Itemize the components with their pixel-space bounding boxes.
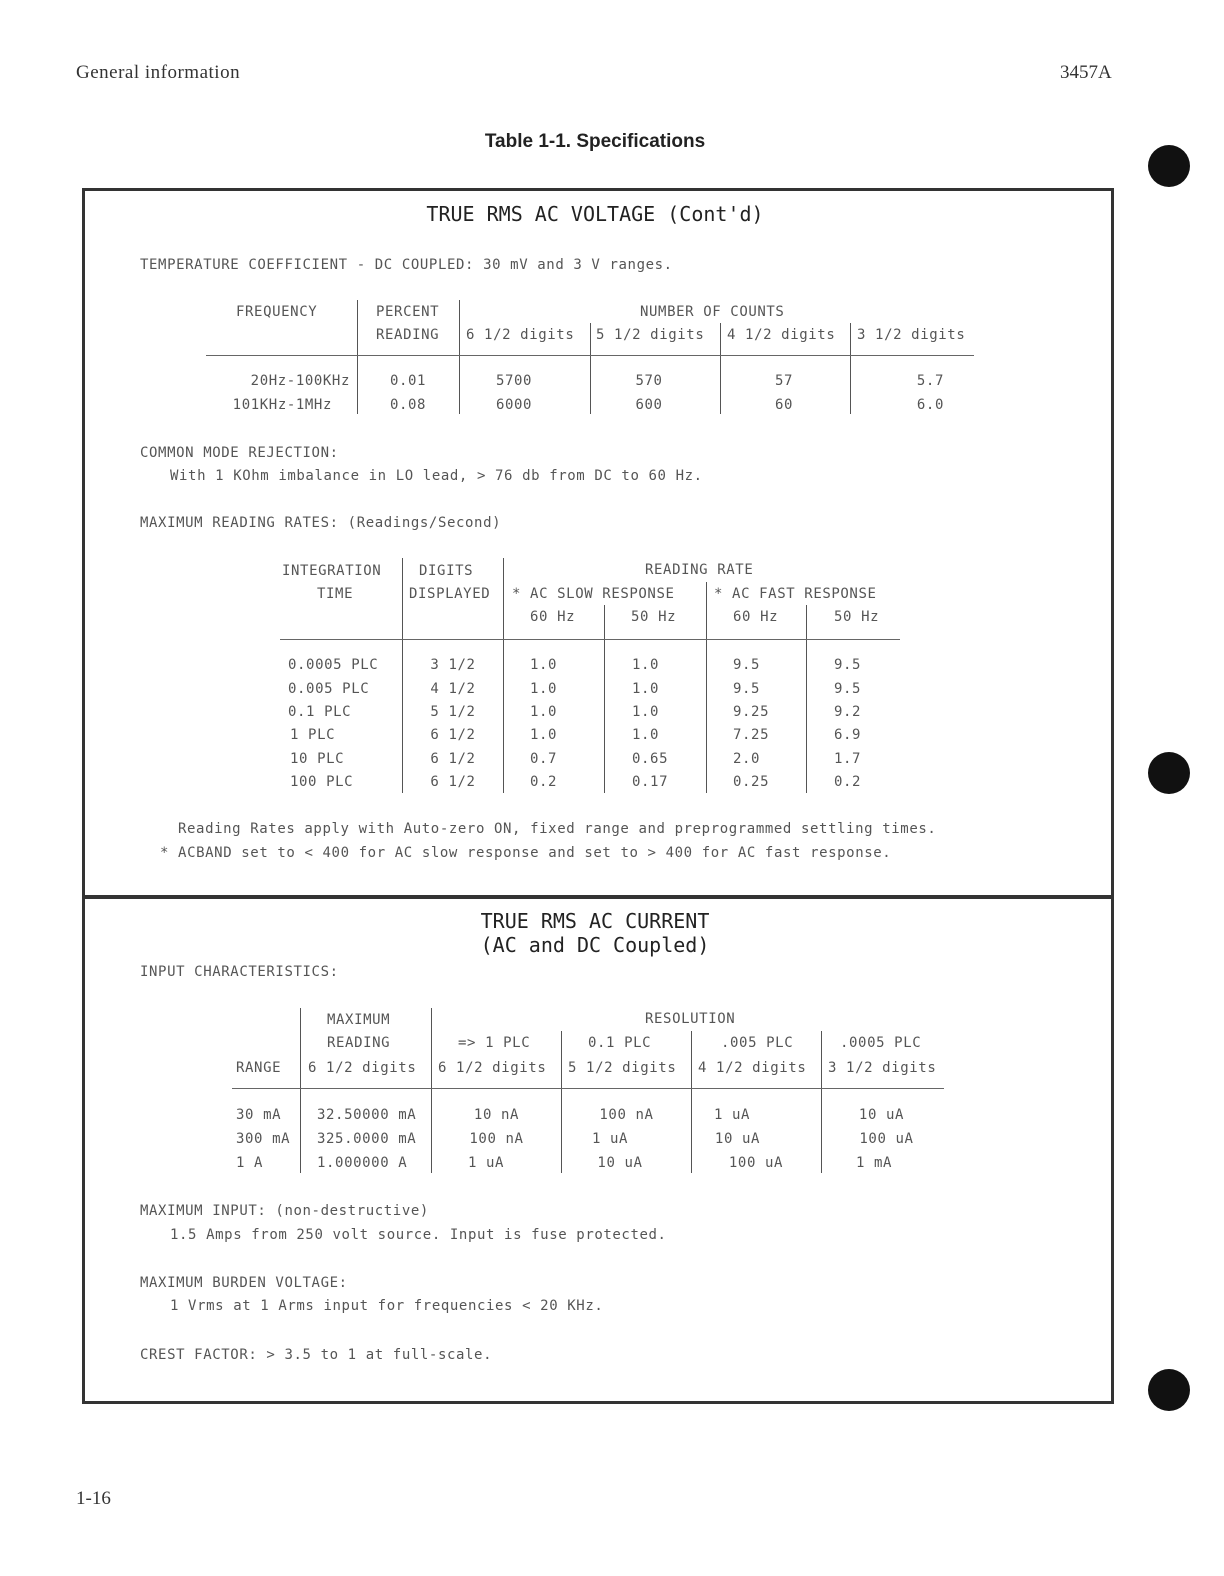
table-cell: 100 uA bbox=[859, 1131, 914, 1147]
table-title: Table 1-1. Specifications bbox=[484, 131, 706, 152]
table-cell: 0.0005 PLC bbox=[288, 657, 379, 673]
table-cell: 2.0 bbox=[733, 751, 761, 767]
table-cell: 20Hz-100KHz bbox=[250, 373, 350, 389]
rates-label: MAXIMUM READING RATES: (Readings/Second) bbox=[140, 515, 502, 531]
table-cell: 57 bbox=[774, 373, 794, 389]
section-title-ac-voltage: TRUE RMS AC VOLTAGE (Cont'd) bbox=[426, 202, 764, 226]
table-cell: 1 uA bbox=[591, 1131, 629, 1147]
table-cell: 9.2 bbox=[834, 704, 862, 720]
table-cell: 10 uA bbox=[714, 1131, 761, 1147]
col-header-displayed: DISPLAYED bbox=[409, 586, 491, 602]
reading-rates-note: Reading Rates apply with Auto-zero ON, fixed range and preprogrammed settling times. bbox=[178, 821, 937, 837]
table-cell: 100 nA bbox=[599, 1107, 654, 1123]
table-cell: 0.2 bbox=[834, 774, 862, 790]
table-cell: 1 A bbox=[236, 1155, 264, 1171]
table-cell: 0.08 bbox=[389, 397, 427, 413]
tempco-label: TEMPERATURE COEFFICIENT - DC COUPLED: 30 mV and 3 V ranges. bbox=[140, 257, 673, 273]
table-cell: 1 mA bbox=[855, 1155, 893, 1171]
table-cell: 1.000000 A bbox=[317, 1155, 408, 1171]
table-cell: 1.0 bbox=[632, 681, 660, 697]
input-characteristics-label: INPUT CHARACTERISTICS: bbox=[140, 964, 339, 980]
table-cell: 1.7 bbox=[834, 751, 862, 767]
maximum-input-text: 1.5 Amps from 250 volt source. Input is fuse protected. bbox=[170, 1227, 667, 1243]
running-header-model: 3457A bbox=[1060, 62, 1112, 83]
col-header-slow-50hz: 50 Hz bbox=[631, 609, 677, 625]
col-header-1plc: => 1 PLC bbox=[458, 1035, 531, 1051]
table-cell: 1.0 bbox=[632, 727, 660, 743]
col-header-digits: DIGITS bbox=[419, 563, 474, 579]
table-cell: 1.0 bbox=[530, 704, 558, 720]
table-cell: 10 nA bbox=[473, 1107, 520, 1123]
col-header-frequency: FREQUENCY bbox=[236, 304, 318, 320]
burden-voltage-label: MAXIMUM BURDEN VOLTAGE: bbox=[140, 1275, 348, 1291]
col-header-resolution: RESOLUTION bbox=[645, 1011, 736, 1027]
table-cell: 3 1/2 bbox=[430, 657, 476, 673]
table-cell: 60 bbox=[774, 397, 794, 413]
table-cell: 570 bbox=[635, 373, 663, 389]
table-cell: 32.50000 mA bbox=[317, 1107, 417, 1123]
table-cell: 9.5 bbox=[834, 681, 862, 697]
table-cell: 100 uA bbox=[728, 1155, 784, 1171]
table-cell: 1.0 bbox=[632, 657, 660, 673]
table-cell: 1.0 bbox=[632, 704, 660, 720]
table-cell: 9.5 bbox=[834, 657, 862, 673]
table-cell: 100 PLC bbox=[290, 774, 354, 790]
table-cell: 9.5 bbox=[733, 681, 761, 697]
table-cell: 4 1/2 bbox=[430, 681, 476, 697]
col-header-integration: INTEGRATION bbox=[282, 563, 382, 579]
section-title-ac-current: TRUE RMS AC CURRENT bbox=[480, 909, 710, 933]
col-header-3-5-digits: 3 1/2 digits bbox=[857, 327, 966, 343]
maximum-input-label: MAXIMUM INPUT: (non-destructive) bbox=[140, 1203, 429, 1219]
table-cell: 1 uA bbox=[713, 1107, 751, 1123]
col-header-fast-50hz: 50 Hz bbox=[834, 609, 880, 625]
cmr-label: COMMON MODE REJECTION: bbox=[140, 445, 339, 461]
crest-factor: CREST FACTOR: > 3.5 to 1 at full-scale. bbox=[140, 1347, 493, 1363]
table-cell: 0.01 bbox=[389, 373, 427, 389]
table-cell: 1.0 bbox=[530, 727, 558, 743]
table-cell: 300 mA bbox=[236, 1131, 291, 1147]
table-cell: 0.2 bbox=[530, 774, 558, 790]
table-cell: 6.0 bbox=[916, 397, 944, 413]
table-cell: 6 1/2 bbox=[430, 751, 476, 767]
col-header-range: RANGE bbox=[236, 1060, 282, 1076]
col-header-slow-60hz: 60 Hz bbox=[530, 609, 576, 625]
page-number: 1-16 bbox=[76, 1488, 111, 1509]
punch-hole bbox=[1148, 145, 1190, 187]
table-cell: 6000 bbox=[495, 397, 533, 413]
running-header-section: General information bbox=[76, 62, 241, 83]
table-cell: 600 bbox=[635, 397, 663, 413]
table-cell: 10 uA bbox=[597, 1155, 643, 1171]
col-header-4-5-digits: 4 1/2 digits bbox=[727, 327, 836, 343]
col-header-ac-slow: * AC SLOW RESPONSE bbox=[512, 586, 675, 602]
table-cell: 325.0000 mA bbox=[317, 1131, 417, 1147]
table-cell: 6 1/2 bbox=[430, 774, 476, 790]
table-cell: 10 PLC bbox=[290, 751, 345, 767]
table-cell: 1.0 bbox=[530, 681, 558, 697]
col-header-fast-60hz: 60 Hz bbox=[733, 609, 779, 625]
table-cell: 0.25 bbox=[733, 774, 770, 790]
col-header-005plc: .005 PLC bbox=[721, 1035, 794, 1051]
col-header-reading: READING bbox=[327, 1035, 391, 1051]
table-cell: 6.9 bbox=[834, 727, 862, 743]
col-header-ac-fast: * AC FAST RESPONSE bbox=[714, 586, 877, 602]
burden-voltage-text: 1 Vrms at 1 Arms input for frequencies < 20 KHz. bbox=[170, 1298, 604, 1314]
punch-hole bbox=[1148, 752, 1190, 794]
table-cell: 5 1/2 bbox=[430, 704, 476, 720]
col-header-reading-rate: READING RATE bbox=[645, 562, 754, 578]
col-header-4-5-digits: 4 1/2 digits bbox=[698, 1060, 807, 1076]
table-cell: 5.7 bbox=[916, 373, 944, 389]
cmr-text: With 1 KOhm imbalance in LO lead, > 76 db from DC to 60 Hz. bbox=[170, 468, 703, 484]
ac-voltage-box bbox=[82, 188, 1114, 899]
col-header-3-5-digits: 3 1/2 digits bbox=[828, 1060, 937, 1076]
table-cell: 30 mA bbox=[236, 1107, 282, 1123]
col-header-max-digits: 6 1/2 digits bbox=[308, 1060, 417, 1076]
col-header-5-5-digits: 5 1/2 digits bbox=[596, 327, 705, 343]
table-cell: 9.25 bbox=[733, 704, 770, 720]
section-subtitle-coupling: (AC and DC Coupled) bbox=[480, 933, 710, 957]
table-cell: 6 1/2 bbox=[430, 727, 476, 743]
table-cell: 0.7 bbox=[530, 751, 558, 767]
col-header-time: TIME bbox=[317, 586, 354, 602]
col-header-maximum: MAXIMUM bbox=[327, 1012, 391, 1028]
col-header-reading: READING bbox=[376, 327, 440, 343]
table-cell: 7.25 bbox=[733, 727, 770, 743]
table-cell: 1.0 bbox=[530, 657, 558, 673]
table-cell: 1 PLC bbox=[290, 727, 336, 743]
table-cell: 1 uA bbox=[467, 1155, 505, 1171]
col-header-0005plc: .0005 PLC bbox=[840, 1035, 922, 1051]
table-cell: 10 uA bbox=[858, 1107, 905, 1123]
col-header-number-of-counts: NUMBER OF COUNTS bbox=[640, 304, 785, 320]
acband-note: * ACBAND set to < 400 for AC slow response and set to > 400 for AC fast response. bbox=[160, 845, 892, 861]
table-cell: 0.65 bbox=[632, 751, 669, 767]
table-cell: 9.5 bbox=[733, 657, 761, 673]
col-header-5-5-digits: 5 1/2 digits bbox=[568, 1060, 677, 1076]
col-header-6-5-digits: 6 1/2 digits bbox=[466, 327, 575, 343]
table-cell: 5700 bbox=[495, 373, 533, 389]
col-header-6-5-digits: 6 1/2 digits bbox=[438, 1060, 547, 1076]
table-cell: 100 nA bbox=[469, 1131, 524, 1147]
table-cell: 101KHz-1MHz bbox=[232, 397, 332, 413]
col-header-percent: PERCENT bbox=[376, 304, 440, 320]
table-cell: 0.005 PLC bbox=[288, 681, 370, 697]
table-cell: 0.17 bbox=[632, 774, 669, 790]
col-header-0-1plc: 0.1 PLC bbox=[588, 1035, 652, 1051]
table-cell: 0.1 PLC bbox=[288, 704, 352, 720]
punch-hole bbox=[1148, 1369, 1190, 1411]
